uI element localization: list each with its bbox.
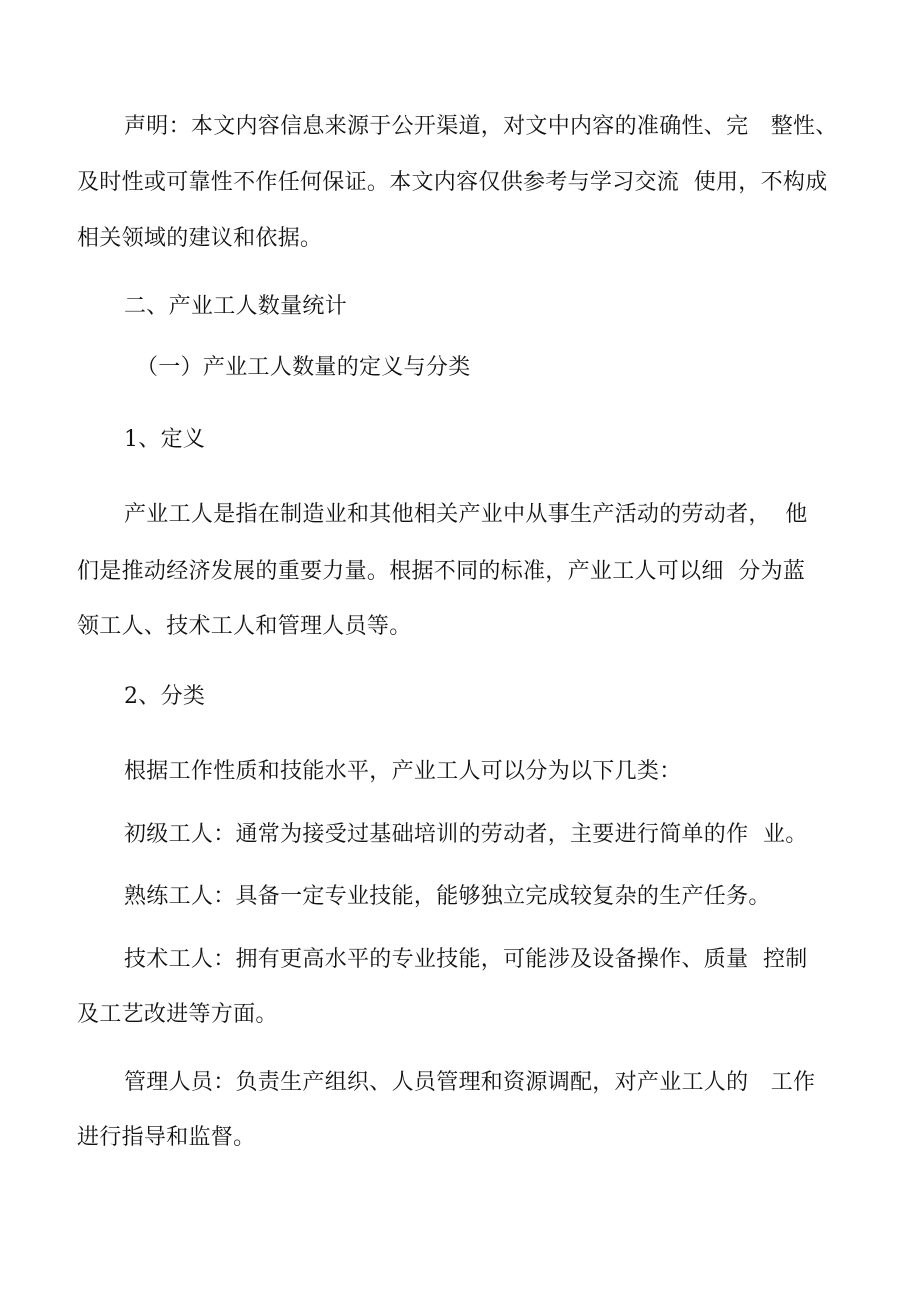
disclaimer-line-3: 相关领域的建议和依据。 [77, 226, 323, 251]
technical-worker-line-2: 及工艺改进等方面。 [77, 1002, 278, 1027]
definition-line-1: 产业工人是指在制造业和其他相关产业中从事生产活动的劳动者， 他 [124, 502, 808, 527]
section-heading: 二、产业工人数量统计 [124, 294, 348, 319]
classification-intro: 根据工作性质和技能水平，产业工人可以分为以下几类： [124, 759, 682, 784]
disclaimer-line-2: 及时性或可靠性不作任何保证。本文内容仅供参考与学习交流 使用，不构成 [77, 170, 828, 195]
technical-worker-line-1: 技术工人：拥有更高水平的专业技能，可能涉及设备操作、质量 控制 [124, 947, 808, 972]
junior-worker-item: 初级工人：通常为接受过基础培训的劳动者，主要进行简单的作 业。 [124, 822, 808, 847]
definition-line-3: 领工人、技术工人和管理人员等。 [77, 614, 412, 639]
definition-line-2: 们是推动经济发展的重要力量。根据不同的标准，产业工人可以细 分为蓝 [77, 559, 806, 584]
subsection-heading: （一）产业工人数量的定义与分类 [136, 355, 471, 380]
management-line-2: 进行指导和监督。 [77, 1125, 256, 1150]
skilled-worker-item: 熟练工人：具备一定专业技能，能够独立完成较复杂的生产任务。 [124, 884, 771, 909]
disclaimer-line-1: 声明：本文内容信息来源于公开渠道，对文中内容的准确性、完 整性、 [124, 114, 838, 139]
item-2-heading: 2、分类 [124, 684, 206, 709]
management-line-1: 管理人员：负责生产组织、人员管理和资源调配，对产业工人的 工作 [124, 1070, 816, 1095]
item-1-heading: 1、定义 [124, 427, 206, 452]
